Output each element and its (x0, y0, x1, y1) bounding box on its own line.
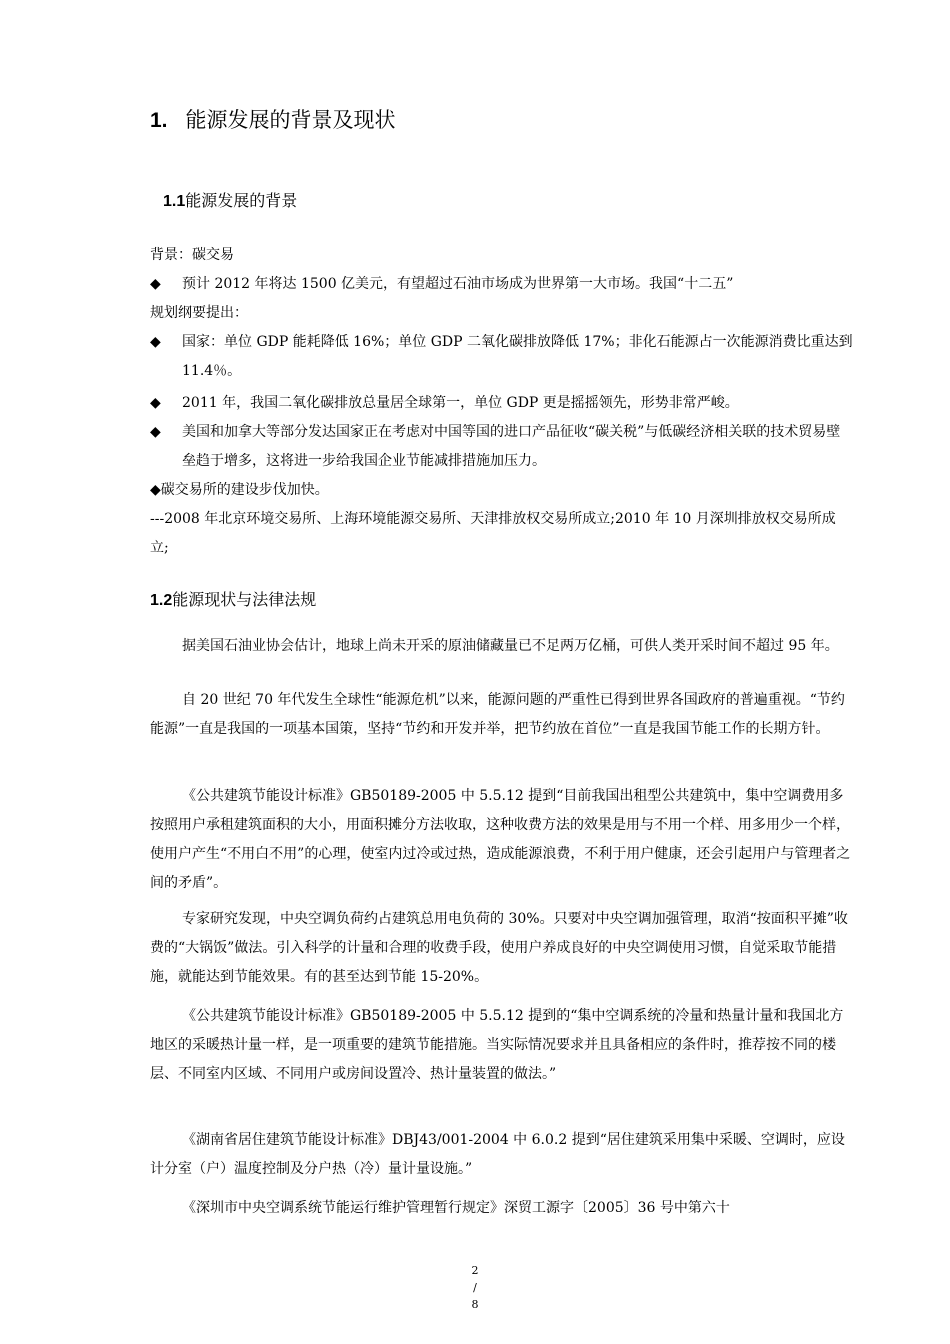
bullet-item (150, 270, 854, 299)
page-number-total: 8 (471, 1298, 479, 1311)
section-1-2-title: 能源现状与法律法规 (172, 592, 317, 609)
paragraph: 《公共建筑节能设计标准》GB50189-2005 中 5.5.12 提到“目前我国出租型公共建筑中，集中空调费用多按照用户承租建筑面积的大小，用面积摊分方法收取，这种收费方法的效果是用与不用一个样、用多用少一个样，使用户产生“不用白不用”的心理，使室内过冷或过热，造成能源浪费，不利于用户健康，还会引起用户与管理者之间的矛盾”。 (150, 788, 851, 891)
carbon-exchange-line: ◆碳交易所的建设步伐加快。 (150, 482, 329, 498)
bullet-continuation: 规划纲要提出： (150, 305, 248, 321)
paragraph: 《湖南省居住建筑节能设计标准》DBJ43/001-2004 中 6.0.2 提到“居住建筑采用集中采暖、空调时，应设计分室（户）温度控制及分户热（冷）量计量设施。” (150, 1132, 845, 1177)
section-1-1-number: 1.1 (163, 193, 186, 210)
section-1-2-heading (150, 587, 316, 610)
background-label: 背景：碳交易 (150, 247, 234, 263)
paragraph: 《公共建筑节能设计标准》GB50189-2005 中 5.5.12 提到的“集中空调系统的冷量和热量计量和我国北方地区的采暖热计量一样，是一项重要的建筑节能措施。当实际情况要求并且具备相应的条件时，推荐按不同的楼层、不同室内区域、不同用户或房间设置冷、热计量装置的做法。” (150, 1008, 844, 1082)
paragraph: 《深圳市中央空调系统节能运行维护管理暂行规定》深贸工源字〔2005〕36 号中第六十 (182, 1200, 730, 1216)
heading-1-title: 能源发展的背景及现状 (185, 109, 396, 132)
page-number-separator: / (473, 1281, 477, 1294)
bullet-marker: ◆ (150, 334, 161, 350)
bullet-text: 预计 2012 年将达 1500 亿美元，有望超过石油市场成为世界第一大市场。我国“十二五” (182, 276, 734, 292)
section-1-2-number: 1.2 (150, 592, 173, 609)
heading-1 (150, 104, 396, 134)
section-1-1-heading (163, 188, 297, 211)
bullet-text: 2011 年，我国二氧化碳排放总量居全球第一，单位 GDP 更是摇摇领先，形势非常严峻。 (182, 395, 739, 411)
bullet-marker: ◆ (150, 276, 161, 292)
bullet-marker: ◆ (150, 424, 161, 440)
paragraph: 自 20 世纪 70 年代发生全球性“能源危机”以来，能源问题的严重性已得到世界各国政府的普遍重视。“节约能源”一直是我国的一项基本国策，坚持“节约和开发并举，把节约放在首位”一直是我国节能工作的长期方针。 (150, 692, 845, 737)
bullet-text: 美国和加拿大等部分发达国家正在考虑对中国等国的进口产品征收“碳关税”与低碳经济相关联的技术贸易壁垒趋于增多，这将进一步给我国企业节能减排措施加压力。 (182, 424, 841, 469)
bullet-item (150, 389, 854, 418)
bullet-marker: ◆ (150, 395, 161, 411)
heading-1-number: 1. (150, 109, 168, 132)
exchange-history: ---2008 年北京环境交易所、上海环境能源交易所、天津排放权交易所成立;2010 年 10 月深圳排放权交易所成立; (150, 511, 836, 556)
bullet-item (150, 418, 854, 476)
section-1-1-title: 能源发展的背景 (185, 193, 298, 210)
paragraph: 专家研究发现，中央空调负荷约占建筑总用电负荷的 30%。只要对中央空调加强管理，取消“按面积平摊”收费的“大锅饭”做法。引入科学的计量和合理的收费手段，使用户养成良好的中央空调使用习惯，自觉采取节能措施，就能达到节能效果。有的甚至达到节能 15-20%。 (150, 911, 848, 985)
page-number-current: 2 (471, 1264, 479, 1277)
bullet-text: 国家：单位 GDP 能耗降低 16%；单位 GDP 二氧化碳排放降低 17%；非化石能源占一次能源消费比重达到 11.4％。 (182, 334, 853, 379)
bullet-item (150, 328, 854, 386)
paragraph: 据美国石油业协会估计，地球上尚未开采的原油储藏量已不足两万亿桶，可供人类开采时间不超过 95 年。 (182, 638, 839, 654)
